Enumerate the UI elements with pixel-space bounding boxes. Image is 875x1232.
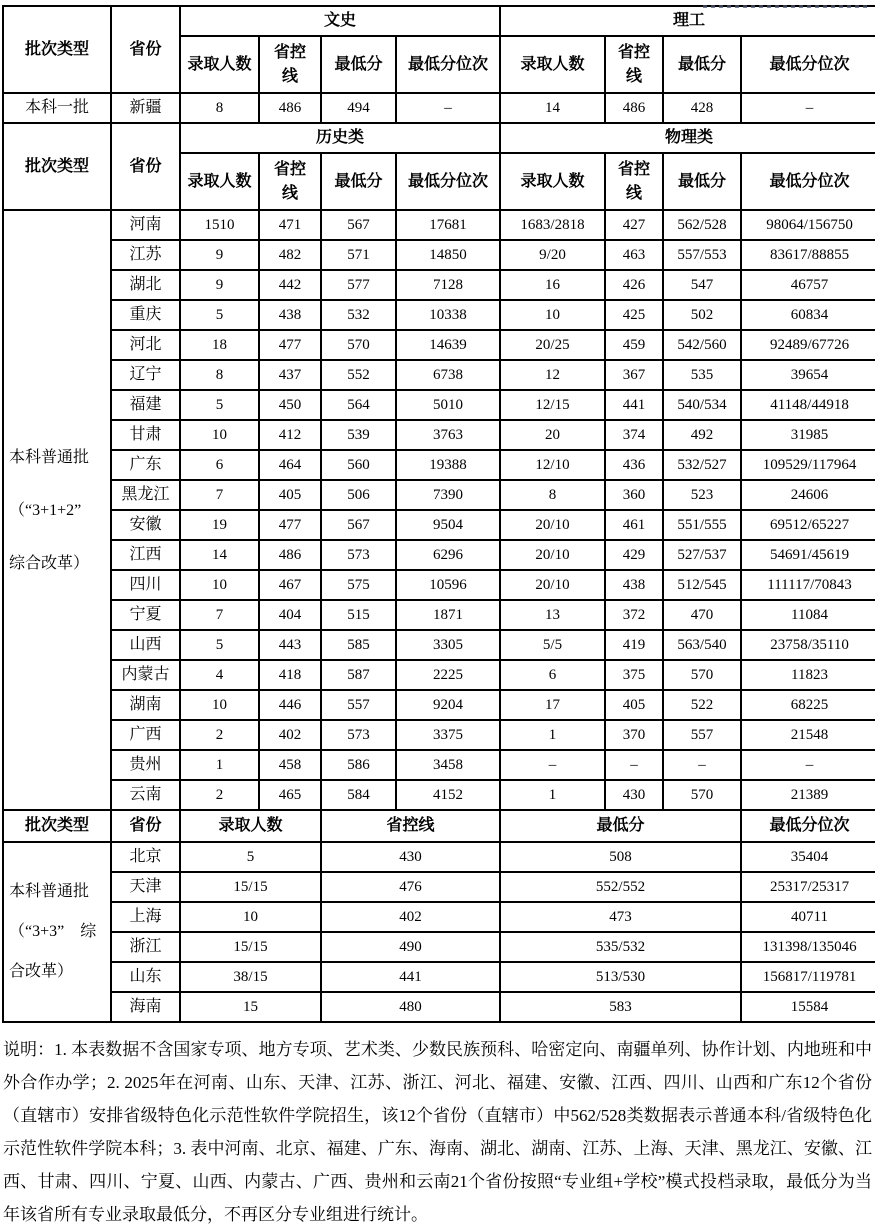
table-row bbox=[3, 300, 875, 330]
value-cell: 438 bbox=[605, 570, 663, 600]
province-cell: 江西 bbox=[111, 540, 180, 570]
batch-type-header: 批次类型 bbox=[3, 123, 111, 210]
table-row bbox=[3, 660, 875, 690]
value-cell: 467 bbox=[259, 570, 321, 600]
value-cell: 12/10 bbox=[500, 450, 605, 480]
value-cell: 482 bbox=[259, 240, 321, 270]
table-row bbox=[3, 600, 875, 630]
value-cell: 35404 bbox=[741, 842, 875, 872]
value-cell: 6738 bbox=[396, 360, 500, 390]
table-notes: 说明：1. 本表数据不含国家专项、地方专项、艺术类、少数民族预科、哈密定向、南疆单列、协作计划、内地班和中外合作办学；2. 2025年在河南、山东、天津、江苏、浙江、河北、福建、安徽、江西、四川、山西和广东12个省份（直辖市）安排省级特色化示范性软件学院招生，该12个省份（直辖市）中562/528类数据表示普通本科/省级特色化示范性软件学院本科；3. 表中河南、北京、福建、广东、海南、湖北、湖南、江苏、上海、天津、黑龙江、安徽、江西、甘肃、四川、宁夏、山西、内蒙古、广西、贵州和云南21个省份按照“专业组+学校”模式投档录取，最低分为当年该省所有专业录取最低分，不再区分专业组进行统计。 bbox=[3, 1040, 872, 1224]
value-cell: 522 bbox=[663, 690, 741, 720]
value-cell: 14639 bbox=[396, 330, 500, 360]
value-cell: 443 bbox=[259, 630, 321, 660]
value-cell: 573 bbox=[321, 720, 396, 750]
value-cell: 405 bbox=[259, 480, 321, 510]
value-cell: – bbox=[741, 93, 875, 123]
value-cell: 1 bbox=[500, 720, 605, 750]
value-cell: 7390 bbox=[396, 480, 500, 510]
value-cell: 412 bbox=[259, 420, 321, 450]
col-header-control-line: 省控线 bbox=[605, 36, 663, 93]
value-cell: 374 bbox=[605, 420, 663, 450]
value-cell: 12/15 bbox=[500, 390, 605, 420]
province-cell: 湖北 bbox=[111, 270, 180, 300]
header-row bbox=[3, 6, 875, 36]
value-cell: 23758/35110 bbox=[741, 630, 875, 660]
value-cell: 20 bbox=[500, 420, 605, 450]
group-header-ligong: 理工 bbox=[500, 6, 875, 36]
value-cell: 438 bbox=[259, 300, 321, 330]
value-cell: 450 bbox=[259, 390, 321, 420]
value-cell: 3305 bbox=[396, 630, 500, 660]
value-cell: 486 bbox=[259, 93, 321, 123]
value-cell: 18 bbox=[180, 330, 259, 360]
value-cell: 570 bbox=[663, 660, 741, 690]
value-cell: 461 bbox=[605, 510, 663, 540]
value-cell: 372 bbox=[605, 600, 663, 630]
value-cell: 19388 bbox=[396, 450, 500, 480]
value-cell: 20/10 bbox=[500, 510, 605, 540]
value-cell: 459 bbox=[605, 330, 663, 360]
table-row bbox=[3, 93, 875, 123]
province-cell: 贵州 bbox=[111, 750, 180, 780]
value-cell: 19 bbox=[180, 510, 259, 540]
value-cell: 69512/65227 bbox=[741, 510, 875, 540]
value-cell: 98064/156750 bbox=[741, 210, 875, 240]
value-cell: 446 bbox=[259, 690, 321, 720]
value-cell: 68225 bbox=[741, 690, 875, 720]
value-cell: 539 bbox=[321, 420, 396, 450]
province-cell: 河北 bbox=[111, 330, 180, 360]
value-cell: 5 bbox=[180, 630, 259, 660]
value-cell: 564 bbox=[321, 390, 396, 420]
value-cell: 547 bbox=[663, 270, 741, 300]
table-row bbox=[3, 330, 875, 360]
value-cell: 563/540 bbox=[663, 630, 741, 660]
value-cell: 428 bbox=[663, 93, 741, 123]
value-cell: – bbox=[663, 750, 741, 780]
value-cell: 430 bbox=[321, 842, 500, 872]
value-cell: 3375 bbox=[396, 720, 500, 750]
value-cell: 523 bbox=[663, 480, 741, 510]
value-cell: 60834 bbox=[741, 300, 875, 330]
province-cell: 辽宁 bbox=[111, 360, 180, 390]
table-row bbox=[3, 630, 875, 660]
value-cell: 11084 bbox=[741, 600, 875, 630]
province-cell: 山西 bbox=[111, 630, 180, 660]
value-cell: 552/552 bbox=[500, 872, 741, 902]
value-cell: 425 bbox=[605, 300, 663, 330]
value-cell: 17681 bbox=[396, 210, 500, 240]
value-cell: 1510 bbox=[180, 210, 259, 240]
value-cell: 583 bbox=[500, 992, 741, 1022]
value-cell: 418 bbox=[259, 660, 321, 690]
value-cell: 560 bbox=[321, 450, 396, 480]
value-cell: 473 bbox=[500, 902, 741, 932]
value-cell: 367 bbox=[605, 360, 663, 390]
table-row bbox=[3, 480, 875, 510]
value-cell: 24606 bbox=[741, 480, 875, 510]
value-cell: 527/537 bbox=[663, 540, 741, 570]
header-row bbox=[3, 123, 875, 153]
province-cell: 安徽 bbox=[111, 510, 180, 540]
value-cell: 513/530 bbox=[500, 962, 741, 992]
table-row bbox=[3, 872, 875, 902]
province-cell: 重庆 bbox=[111, 300, 180, 330]
value-cell: 551/555 bbox=[663, 510, 741, 540]
value-cell: 512/545 bbox=[663, 570, 741, 600]
value-cell: – bbox=[500, 750, 605, 780]
value-cell: 3458 bbox=[396, 750, 500, 780]
value-cell: 6296 bbox=[396, 540, 500, 570]
group-header-wenshi: 文史 bbox=[180, 6, 500, 36]
value-cell: 557/553 bbox=[663, 240, 741, 270]
province-cell: 甘肃 bbox=[111, 420, 180, 450]
value-cell: 515 bbox=[321, 600, 396, 630]
value-cell: 404 bbox=[259, 600, 321, 630]
col-header-admitted: 录取人数 bbox=[500, 153, 605, 210]
col-header-min-score: 最低分 bbox=[500, 810, 741, 842]
value-cell: 109529/117964 bbox=[741, 450, 875, 480]
value-cell: 540/534 bbox=[663, 390, 741, 420]
table-row bbox=[3, 240, 875, 270]
value-cell: 476 bbox=[321, 872, 500, 902]
value-cell: 573 bbox=[321, 540, 396, 570]
table-row bbox=[3, 690, 875, 720]
value-cell: 477 bbox=[259, 330, 321, 360]
table-row bbox=[3, 570, 875, 600]
value-cell: 20/25 bbox=[500, 330, 605, 360]
value-cell: 131398/135046 bbox=[741, 932, 875, 962]
value-cell: 46757 bbox=[741, 270, 875, 300]
value-cell: 426 bbox=[605, 270, 663, 300]
value-cell: 587 bbox=[321, 660, 396, 690]
value-cell: 441 bbox=[605, 390, 663, 420]
value-cell: 8 bbox=[180, 93, 259, 123]
value-cell: 506 bbox=[321, 480, 396, 510]
value-cell: 10338 bbox=[396, 300, 500, 330]
value-cell: 470 bbox=[663, 600, 741, 630]
value-cell: 92489/67726 bbox=[741, 330, 875, 360]
value-cell: 486 bbox=[605, 93, 663, 123]
value-cell: 436 bbox=[605, 450, 663, 480]
value-cell: 5 bbox=[180, 390, 259, 420]
section1-header bbox=[3, 6, 875, 93]
value-cell: 5 bbox=[180, 300, 259, 330]
value-cell: 9204 bbox=[396, 690, 500, 720]
col-header-control-line: 省控线 bbox=[259, 36, 321, 93]
value-cell: 4 bbox=[180, 660, 259, 690]
value-cell: 494 bbox=[321, 93, 396, 123]
value-cell: 156817/119781 bbox=[741, 962, 875, 992]
group-header-history: 历史类 bbox=[180, 123, 500, 153]
table-row bbox=[3, 210, 875, 240]
value-cell: 464 bbox=[259, 450, 321, 480]
value-cell: 557 bbox=[663, 720, 741, 750]
province-cell: 广东 bbox=[111, 450, 180, 480]
col-header-control-line: 省控线 bbox=[605, 153, 663, 210]
value-cell: 38/15 bbox=[180, 962, 321, 992]
table-row bbox=[3, 450, 875, 480]
value-cell: 20/10 bbox=[500, 570, 605, 600]
table-row bbox=[3, 420, 875, 450]
value-cell: 584 bbox=[321, 780, 396, 810]
value-cell: 535/532 bbox=[500, 932, 741, 962]
value-cell: 9 bbox=[180, 240, 259, 270]
value-cell: 402 bbox=[259, 720, 321, 750]
value-cell: 3763 bbox=[396, 420, 500, 450]
value-cell: 1871 bbox=[396, 600, 500, 630]
province-cell: 上海 bbox=[111, 902, 180, 932]
value-cell: 429 bbox=[605, 540, 663, 570]
value-cell: 490 bbox=[321, 932, 500, 962]
col-header-min-score: 最低分 bbox=[321, 36, 396, 93]
table-row bbox=[3, 270, 875, 300]
value-cell: 7 bbox=[180, 480, 259, 510]
value-cell: 40711 bbox=[741, 902, 875, 932]
province-header: 省份 bbox=[111, 123, 180, 210]
value-cell: 15 bbox=[180, 992, 321, 1022]
value-cell: 15584 bbox=[741, 992, 875, 1022]
value-cell: 577 bbox=[321, 270, 396, 300]
value-cell: 562/528 bbox=[663, 210, 741, 240]
col-header-min-rank: 最低分位次 bbox=[741, 810, 875, 842]
value-cell: 10 bbox=[180, 420, 259, 450]
value-cell: 535 bbox=[663, 360, 741, 390]
value-cell: 570 bbox=[321, 330, 396, 360]
batch-type-header: 批次类型 bbox=[3, 6, 111, 93]
value-cell: 552 bbox=[321, 360, 396, 390]
province-cell: 湖南 bbox=[111, 690, 180, 720]
clipped-text-artifact bbox=[703, 5, 871, 8]
col-header-min-score: 最低分 bbox=[663, 153, 741, 210]
value-cell: 16 bbox=[500, 270, 605, 300]
col-header-min-rank: 最低分位次 bbox=[396, 36, 500, 93]
table-row bbox=[3, 750, 875, 780]
province-cell: 海南 bbox=[111, 992, 180, 1022]
table-row bbox=[3, 902, 875, 932]
value-cell: 5010 bbox=[396, 390, 500, 420]
value-cell: 1 bbox=[180, 750, 259, 780]
value-cell: 41148/44918 bbox=[741, 390, 875, 420]
province-cell: 云南 bbox=[111, 780, 180, 810]
value-cell: 532/527 bbox=[663, 450, 741, 480]
table-row bbox=[3, 962, 875, 992]
value-cell: 111117/70843 bbox=[741, 570, 875, 600]
value-cell: 585 bbox=[321, 630, 396, 660]
col-header-min-score: 最低分 bbox=[663, 36, 741, 93]
batch-type-cell: 本科一批 bbox=[3, 93, 111, 123]
section1-rows bbox=[3, 93, 875, 123]
table-row bbox=[3, 780, 875, 810]
value-cell: 5/5 bbox=[500, 630, 605, 660]
value-cell: 508 bbox=[500, 842, 741, 872]
value-cell: 10 bbox=[500, 300, 605, 330]
value-cell: 21548 bbox=[741, 720, 875, 750]
value-cell: 7 bbox=[180, 600, 259, 630]
value-cell: 477 bbox=[259, 510, 321, 540]
value-cell: 427 bbox=[605, 210, 663, 240]
value-cell: 463 bbox=[605, 240, 663, 270]
section3-header bbox=[3, 810, 875, 842]
value-cell: – bbox=[605, 750, 663, 780]
value-cell: 10 bbox=[180, 902, 321, 932]
section2-rows bbox=[3, 210, 875, 810]
section3-rows bbox=[3, 842, 875, 1022]
province-cell: 新疆 bbox=[111, 93, 180, 123]
value-cell: 567 bbox=[321, 210, 396, 240]
value-cell: 83617/88855 bbox=[741, 240, 875, 270]
col-header-control-line: 省控线 bbox=[259, 153, 321, 210]
province-cell: 广西 bbox=[111, 720, 180, 750]
value-cell: 571 bbox=[321, 240, 396, 270]
value-cell: 1683/2818 bbox=[500, 210, 605, 240]
value-cell: 10596 bbox=[396, 570, 500, 600]
value-cell: 20/10 bbox=[500, 540, 605, 570]
value-cell: 502 bbox=[663, 300, 741, 330]
value-cell: 557 bbox=[321, 690, 396, 720]
table-row bbox=[3, 932, 875, 962]
table-row bbox=[3, 390, 875, 420]
province-cell: 福建 bbox=[111, 390, 180, 420]
value-cell: 471 bbox=[259, 210, 321, 240]
value-cell: 532 bbox=[321, 300, 396, 330]
province-cell: 宁夏 bbox=[111, 600, 180, 630]
value-cell: – bbox=[396, 93, 500, 123]
value-cell: 17 bbox=[500, 690, 605, 720]
value-cell: 441 bbox=[321, 962, 500, 992]
value-cell: 31985 bbox=[741, 420, 875, 450]
value-cell: 9504 bbox=[396, 510, 500, 540]
value-cell: 9 bbox=[180, 270, 259, 300]
value-cell: 6 bbox=[500, 660, 605, 690]
value-cell: 402 bbox=[321, 902, 500, 932]
value-cell: 465 bbox=[259, 780, 321, 810]
province-header: 省份 bbox=[111, 810, 180, 842]
value-cell: 2 bbox=[180, 720, 259, 750]
province-cell: 内蒙古 bbox=[111, 660, 180, 690]
col-header-admitted: 录取人数 bbox=[180, 810, 321, 842]
col-header-min-rank: 最低分位次 bbox=[741, 153, 875, 210]
value-cell: 575 bbox=[321, 570, 396, 600]
col-header-min-rank: 最低分位次 bbox=[741, 36, 875, 93]
province-cell: 江苏 bbox=[111, 240, 180, 270]
value-cell: 586 bbox=[321, 750, 396, 780]
value-cell: 360 bbox=[605, 480, 663, 510]
value-cell: 375 bbox=[605, 660, 663, 690]
value-cell: 437 bbox=[259, 360, 321, 390]
group-header-physics: 物理类 bbox=[500, 123, 875, 153]
table-row bbox=[3, 842, 875, 872]
value-cell: 542/560 bbox=[663, 330, 741, 360]
value-cell: 1 bbox=[500, 780, 605, 810]
value-cell: 2225 bbox=[396, 660, 500, 690]
value-cell: 567 bbox=[321, 510, 396, 540]
value-cell: 4152 bbox=[396, 780, 500, 810]
batch-type-header: 批次类型 bbox=[3, 810, 111, 842]
table-row bbox=[3, 510, 875, 540]
col-header-control-line: 省控线 bbox=[321, 810, 500, 842]
value-cell: 570 bbox=[663, 780, 741, 810]
value-cell: 419 bbox=[605, 630, 663, 660]
table-row bbox=[3, 992, 875, 1022]
province-cell: 四川 bbox=[111, 570, 180, 600]
value-cell: 486 bbox=[259, 540, 321, 570]
value-cell: – bbox=[741, 750, 875, 780]
value-cell: 54691/45619 bbox=[741, 540, 875, 570]
admission-score-table bbox=[2, 5, 875, 1023]
col-header-min-score: 最低分 bbox=[321, 153, 396, 210]
value-cell: 9/20 bbox=[500, 240, 605, 270]
value-cell: 480 bbox=[321, 992, 500, 1022]
value-cell: 39654 bbox=[741, 360, 875, 390]
table-row bbox=[3, 360, 875, 390]
value-cell: 13 bbox=[500, 600, 605, 630]
value-cell: 10 bbox=[180, 690, 259, 720]
batch-type-cell: 本科普通批 （“3+3” 综 合改革） bbox=[3, 842, 111, 1022]
value-cell: 8 bbox=[180, 360, 259, 390]
batch-type-cell: 本科普通批 （“3+1+2” 综合改革） bbox=[3, 210, 111, 810]
col-header-admitted: 录取人数 bbox=[180, 153, 259, 210]
value-cell: 14850 bbox=[396, 240, 500, 270]
value-cell: 458 bbox=[259, 750, 321, 780]
value-cell: 2 bbox=[180, 780, 259, 810]
province-header: 省份 bbox=[111, 6, 180, 93]
province-cell: 天津 bbox=[111, 872, 180, 902]
section2-header bbox=[3, 123, 875, 210]
value-cell: 442 bbox=[259, 270, 321, 300]
value-cell: 11823 bbox=[741, 660, 875, 690]
value-cell: 12 bbox=[500, 360, 605, 390]
col-header-admitted: 录取人数 bbox=[500, 36, 605, 93]
value-cell: 14 bbox=[500, 93, 605, 123]
value-cell: 10 bbox=[180, 570, 259, 600]
value-cell: 370 bbox=[605, 720, 663, 750]
province-cell: 浙江 bbox=[111, 932, 180, 962]
value-cell: 8 bbox=[500, 480, 605, 510]
header-row bbox=[3, 810, 875, 842]
province-cell: 北京 bbox=[111, 842, 180, 872]
value-cell: 14 bbox=[180, 540, 259, 570]
province-cell: 河南 bbox=[111, 210, 180, 240]
province-cell: 黑龙江 bbox=[111, 480, 180, 510]
value-cell: 15/15 bbox=[180, 872, 321, 902]
table-row bbox=[3, 540, 875, 570]
value-cell: 15/15 bbox=[180, 932, 321, 962]
value-cell: 6 bbox=[180, 450, 259, 480]
province-cell: 山东 bbox=[111, 962, 180, 992]
value-cell: 21389 bbox=[741, 780, 875, 810]
col-header-admitted: 录取人数 bbox=[180, 36, 259, 93]
value-cell: 492 bbox=[663, 420, 741, 450]
value-cell: 430 bbox=[605, 780, 663, 810]
value-cell: 405 bbox=[605, 690, 663, 720]
col-header-min-rank: 最低分位次 bbox=[396, 153, 500, 210]
table-row bbox=[3, 720, 875, 750]
value-cell: 25317/25317 bbox=[741, 872, 875, 902]
value-cell: 5 bbox=[180, 842, 321, 872]
value-cell: 7128 bbox=[396, 270, 500, 300]
